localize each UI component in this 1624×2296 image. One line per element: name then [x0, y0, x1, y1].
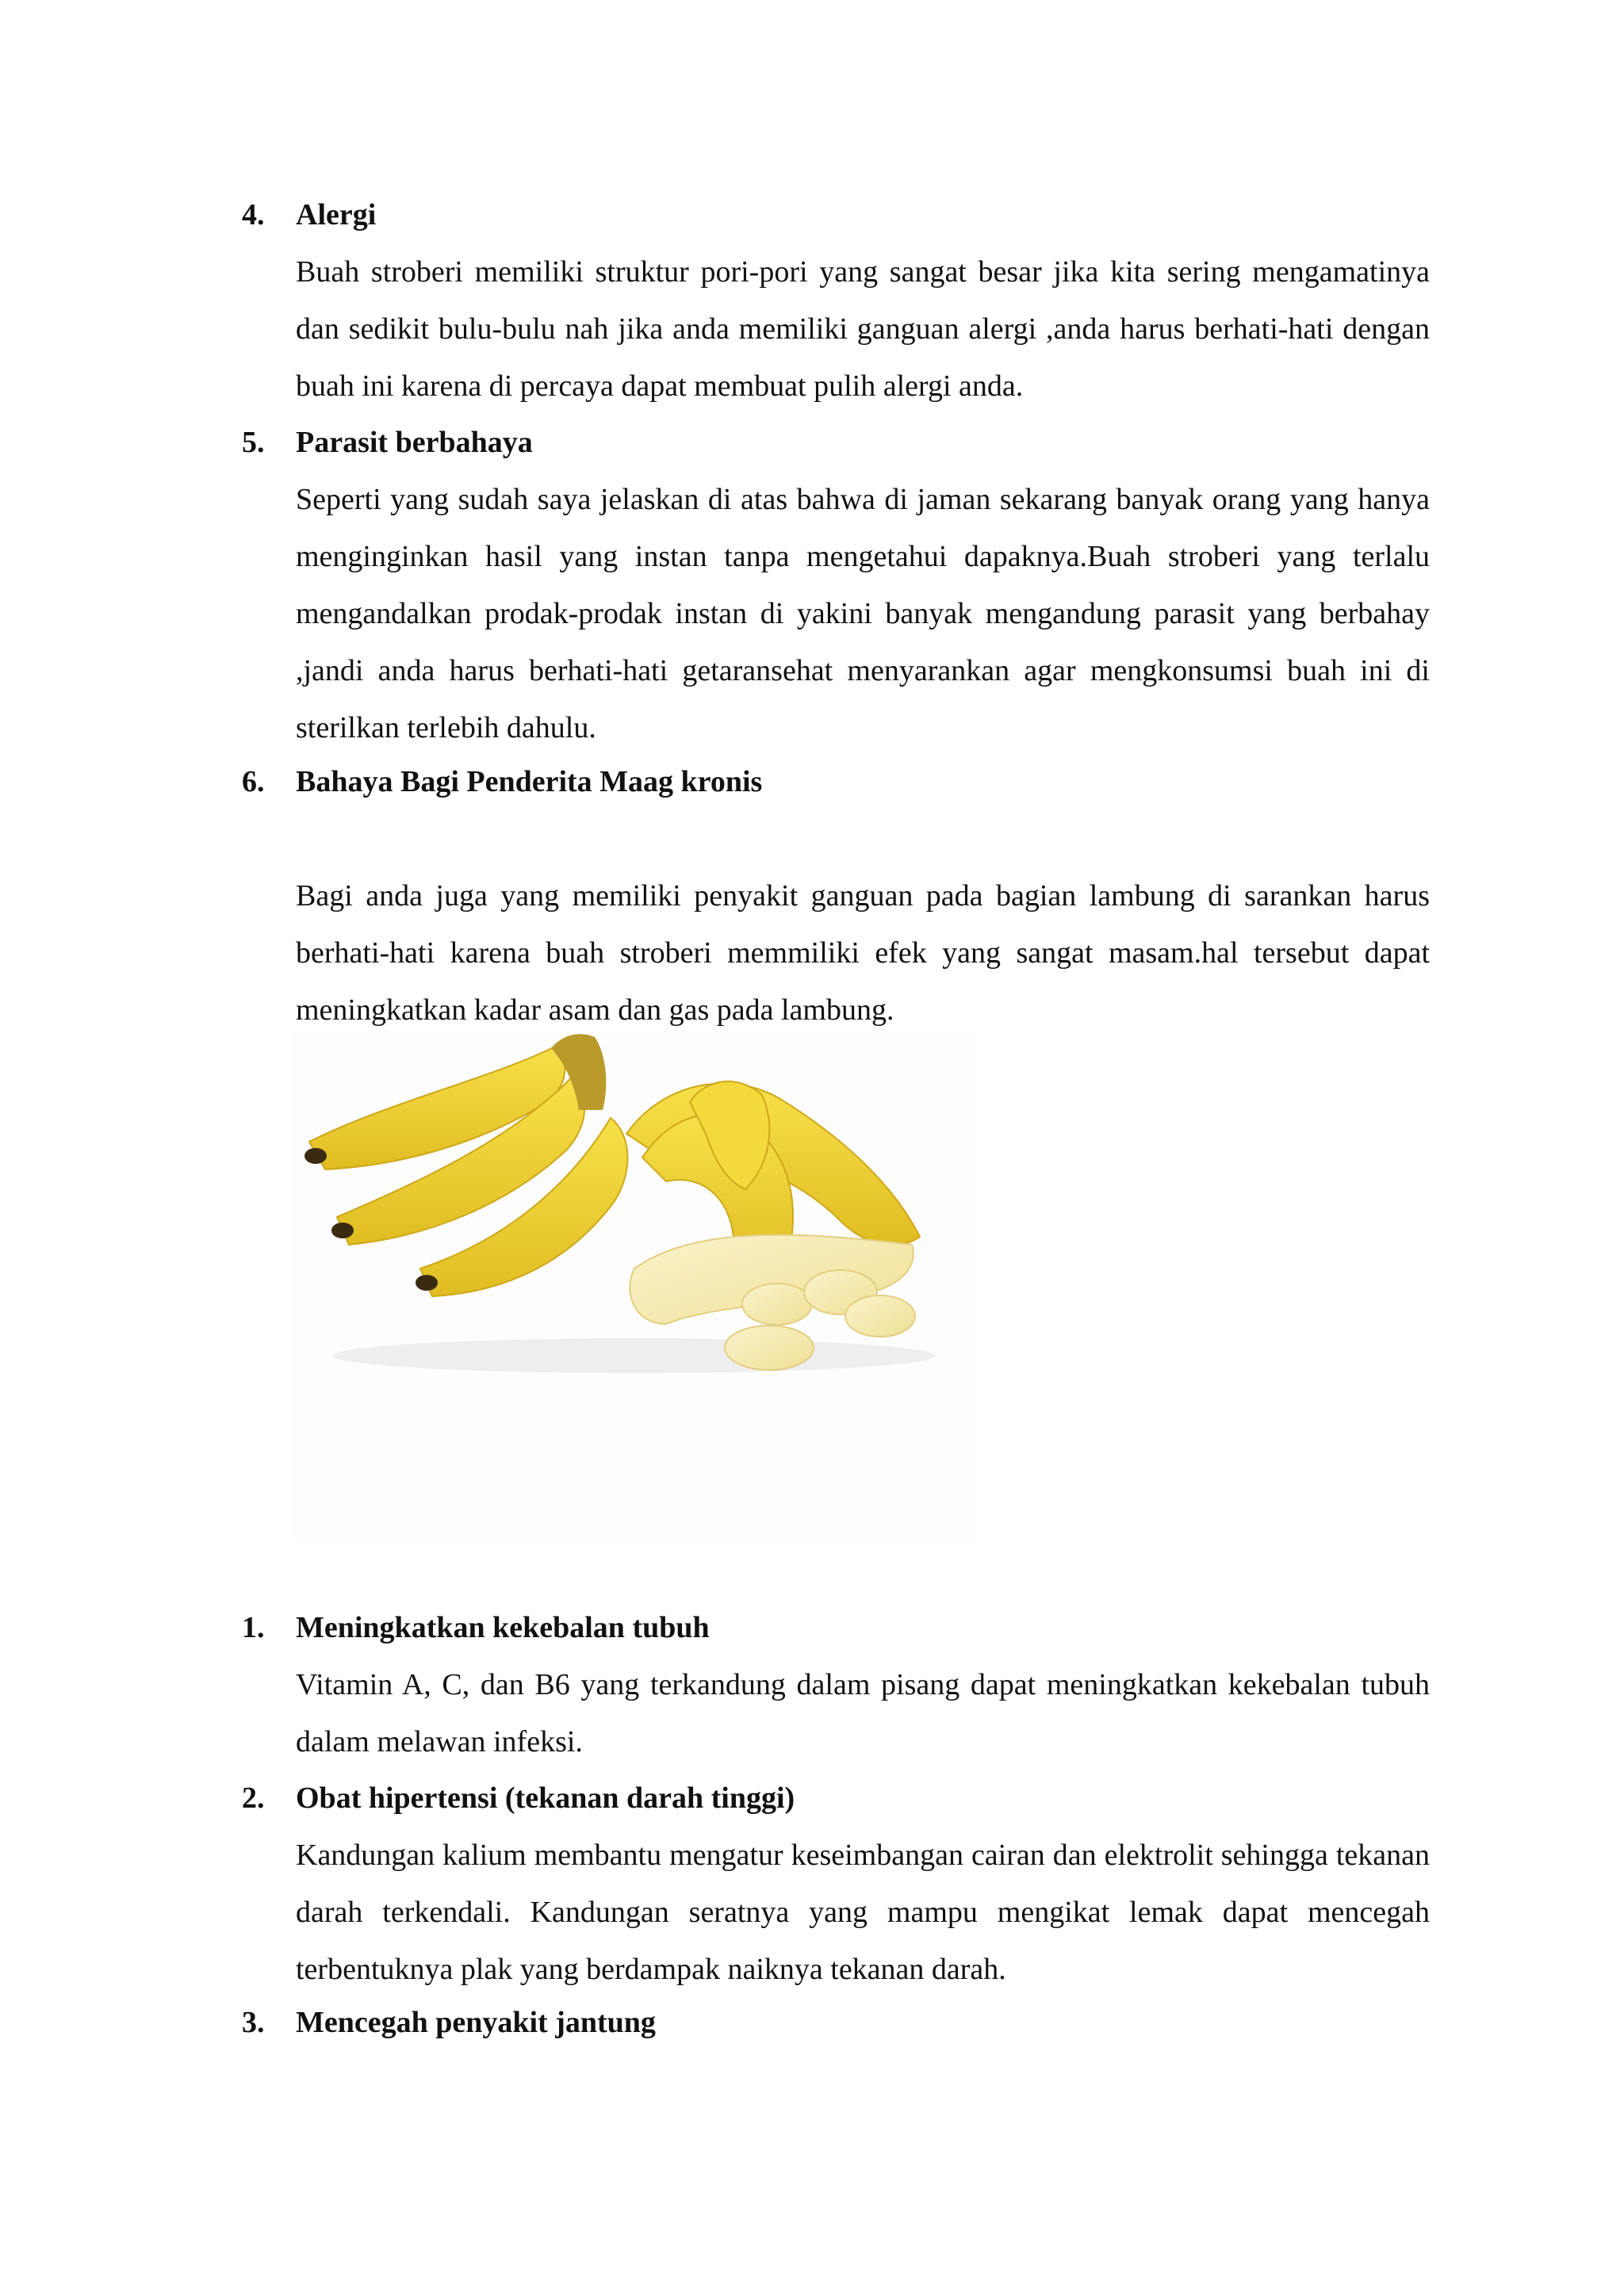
- item-heading: [242, 1770, 1430, 1827]
- item-number: 5.: [242, 426, 265, 459]
- item-title: Bahaya Bagi Penderita Maag kronis: [296, 765, 763, 798]
- item-paragraph: Vitamin A, C, dan B6 yang terkandung dalam pisang dapat meningkatkan kekebalan tubuh dalam melawan infeksi.: [296, 1668, 1430, 1758]
- item-title: Meningkatkan kekebalan tubuh: [296, 1611, 710, 1644]
- banana-illustration-icon: [293, 1031, 975, 1380]
- item-title: Obat hipertensi (tekanan darah tinggi): [296, 1781, 795, 1815]
- list-item-allergy: [242, 186, 1430, 415]
- item-number: 4.: [242, 198, 265, 232]
- item-heading: [242, 414, 1430, 471]
- item-number: 6.: [242, 765, 265, 798]
- item-title: Mencegah penyakit jantung: [296, 2006, 656, 2039]
- list-item-immunity: [242, 1599, 1430, 1770]
- list-item-parasite: [242, 414, 1430, 756]
- item-paragraph: Bagi anda juga yang memiliki penyakit ganguan pada bagian lambung di sarankan harus berhati-hati karena buah stroberi memmiliki efek yang sangat masam.hal tersebut dapat meningkatkan kadar asam dan gas pada lambung.: [296, 879, 1430, 1027]
- item-heading: [242, 753, 1430, 810]
- item-title: Parasit berbahaya: [296, 426, 533, 459]
- item-heading: [242, 1599, 1430, 1656]
- list-item-gastritis: [242, 753, 1430, 1039]
- item-paragraph: Buah stroberi memiliki struktur pori-pori yang sangat besar jika kita sering mengamatinya dan sedikit bulu-bulu nah jika anda memiliki ganguan alergi ,anda harus berhati-hati dengan buah ini karena di percaya dapat membuat pulih alergi anda.: [296, 255, 1430, 403]
- item-number: 2.: [242, 1781, 265, 1815]
- list-item-hypertension: [242, 1770, 1430, 1998]
- item-title: Alergi: [296, 198, 377, 232]
- item-heading: [242, 186, 1430, 243]
- item-number: 1.: [242, 1611, 265, 1644]
- item-paragraph: Seperti yang sudah saya jelaskan di atas bahwa di jaman sekarang banyak orang yang hanya menginginkan hasil yang instan tanpa mengetahui dapaknya.Buah stroberi yang terlalu mengandalkan prodak-prodak instan di yakini banyak mengandung parasit yang berbahay ,jandi anda harus berhati-hati getaransehat menyarankan agar mengkonsumsi buah ini di sterilkan terlebih dahulu.: [296, 483, 1430, 744]
- item-number: 3.: [242, 2006, 265, 2039]
- item-paragraph: Kandungan kalium membantu mengatur keseimbangan cairan dan elektrolit sehingga tekanan darah terkendali. Kandungan seratnya yang mampu mengikat lemak dapat mencegah terbentuknya plak yang berdampak naiknya tekanan darah.: [296, 1839, 1430, 1986]
- list-item-heart: [242, 1994, 1430, 2051]
- banana-image: [293, 1031, 975, 1538]
- item-heading: [242, 1994, 1430, 2051]
